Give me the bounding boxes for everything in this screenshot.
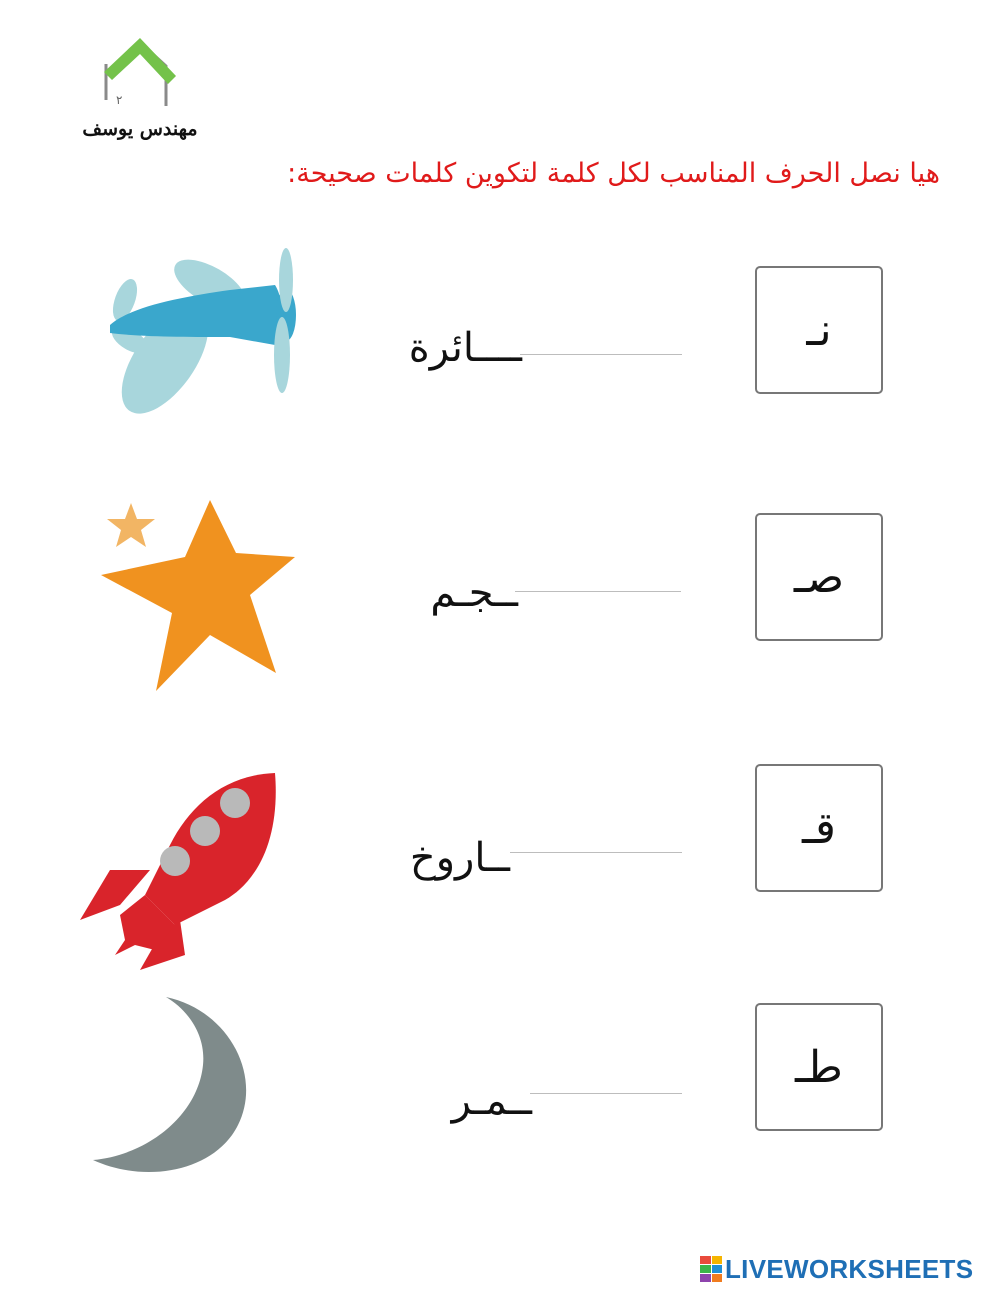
incomplete-word: ــجـم: [430, 570, 518, 616]
connect-line: [530, 1093, 682, 1094]
moon-image: [88, 995, 258, 1180]
incomplete-word: ــاروخ: [409, 835, 510, 881]
exercise-row: [0, 760, 1000, 960]
letter-box[interactable]: قـ: [755, 764, 883, 892]
connect-line: [510, 852, 682, 853]
exercise-row: [0, 495, 1000, 695]
letter-box[interactable]: صـ: [755, 513, 883, 641]
logo: [70, 36, 210, 151]
letter-box[interactable]: نـ: [755, 266, 883, 394]
brand-text: LIVEWORKSHEETS: [725, 1253, 974, 1284]
house-icon: [104, 36, 176, 108]
letter-box[interactable]: طـ: [755, 1003, 883, 1131]
exercise-row: [0, 995, 1000, 1195]
logo-text: مهندس يوسف: [82, 118, 198, 140]
connect-line: [515, 591, 681, 592]
connect-line: [520, 354, 682, 355]
instruction-title: هيا نصل الحرف المناسب لكل كلمة لتكوين كلمات صحيحة:: [287, 158, 940, 189]
incomplete-word: ــمـر: [451, 1078, 532, 1124]
rocket-image: [75, 765, 295, 975]
liveworksheets-icon: [700, 1256, 722, 1282]
svg-text:٢: ٢: [116, 93, 123, 107]
airplane-image: [100, 245, 305, 420]
incomplete-word: ــــائرة: [408, 325, 522, 371]
exercise-row: [0, 240, 1000, 440]
star-image: [98, 495, 298, 695]
footer-brand: [700, 1253, 995, 1285]
